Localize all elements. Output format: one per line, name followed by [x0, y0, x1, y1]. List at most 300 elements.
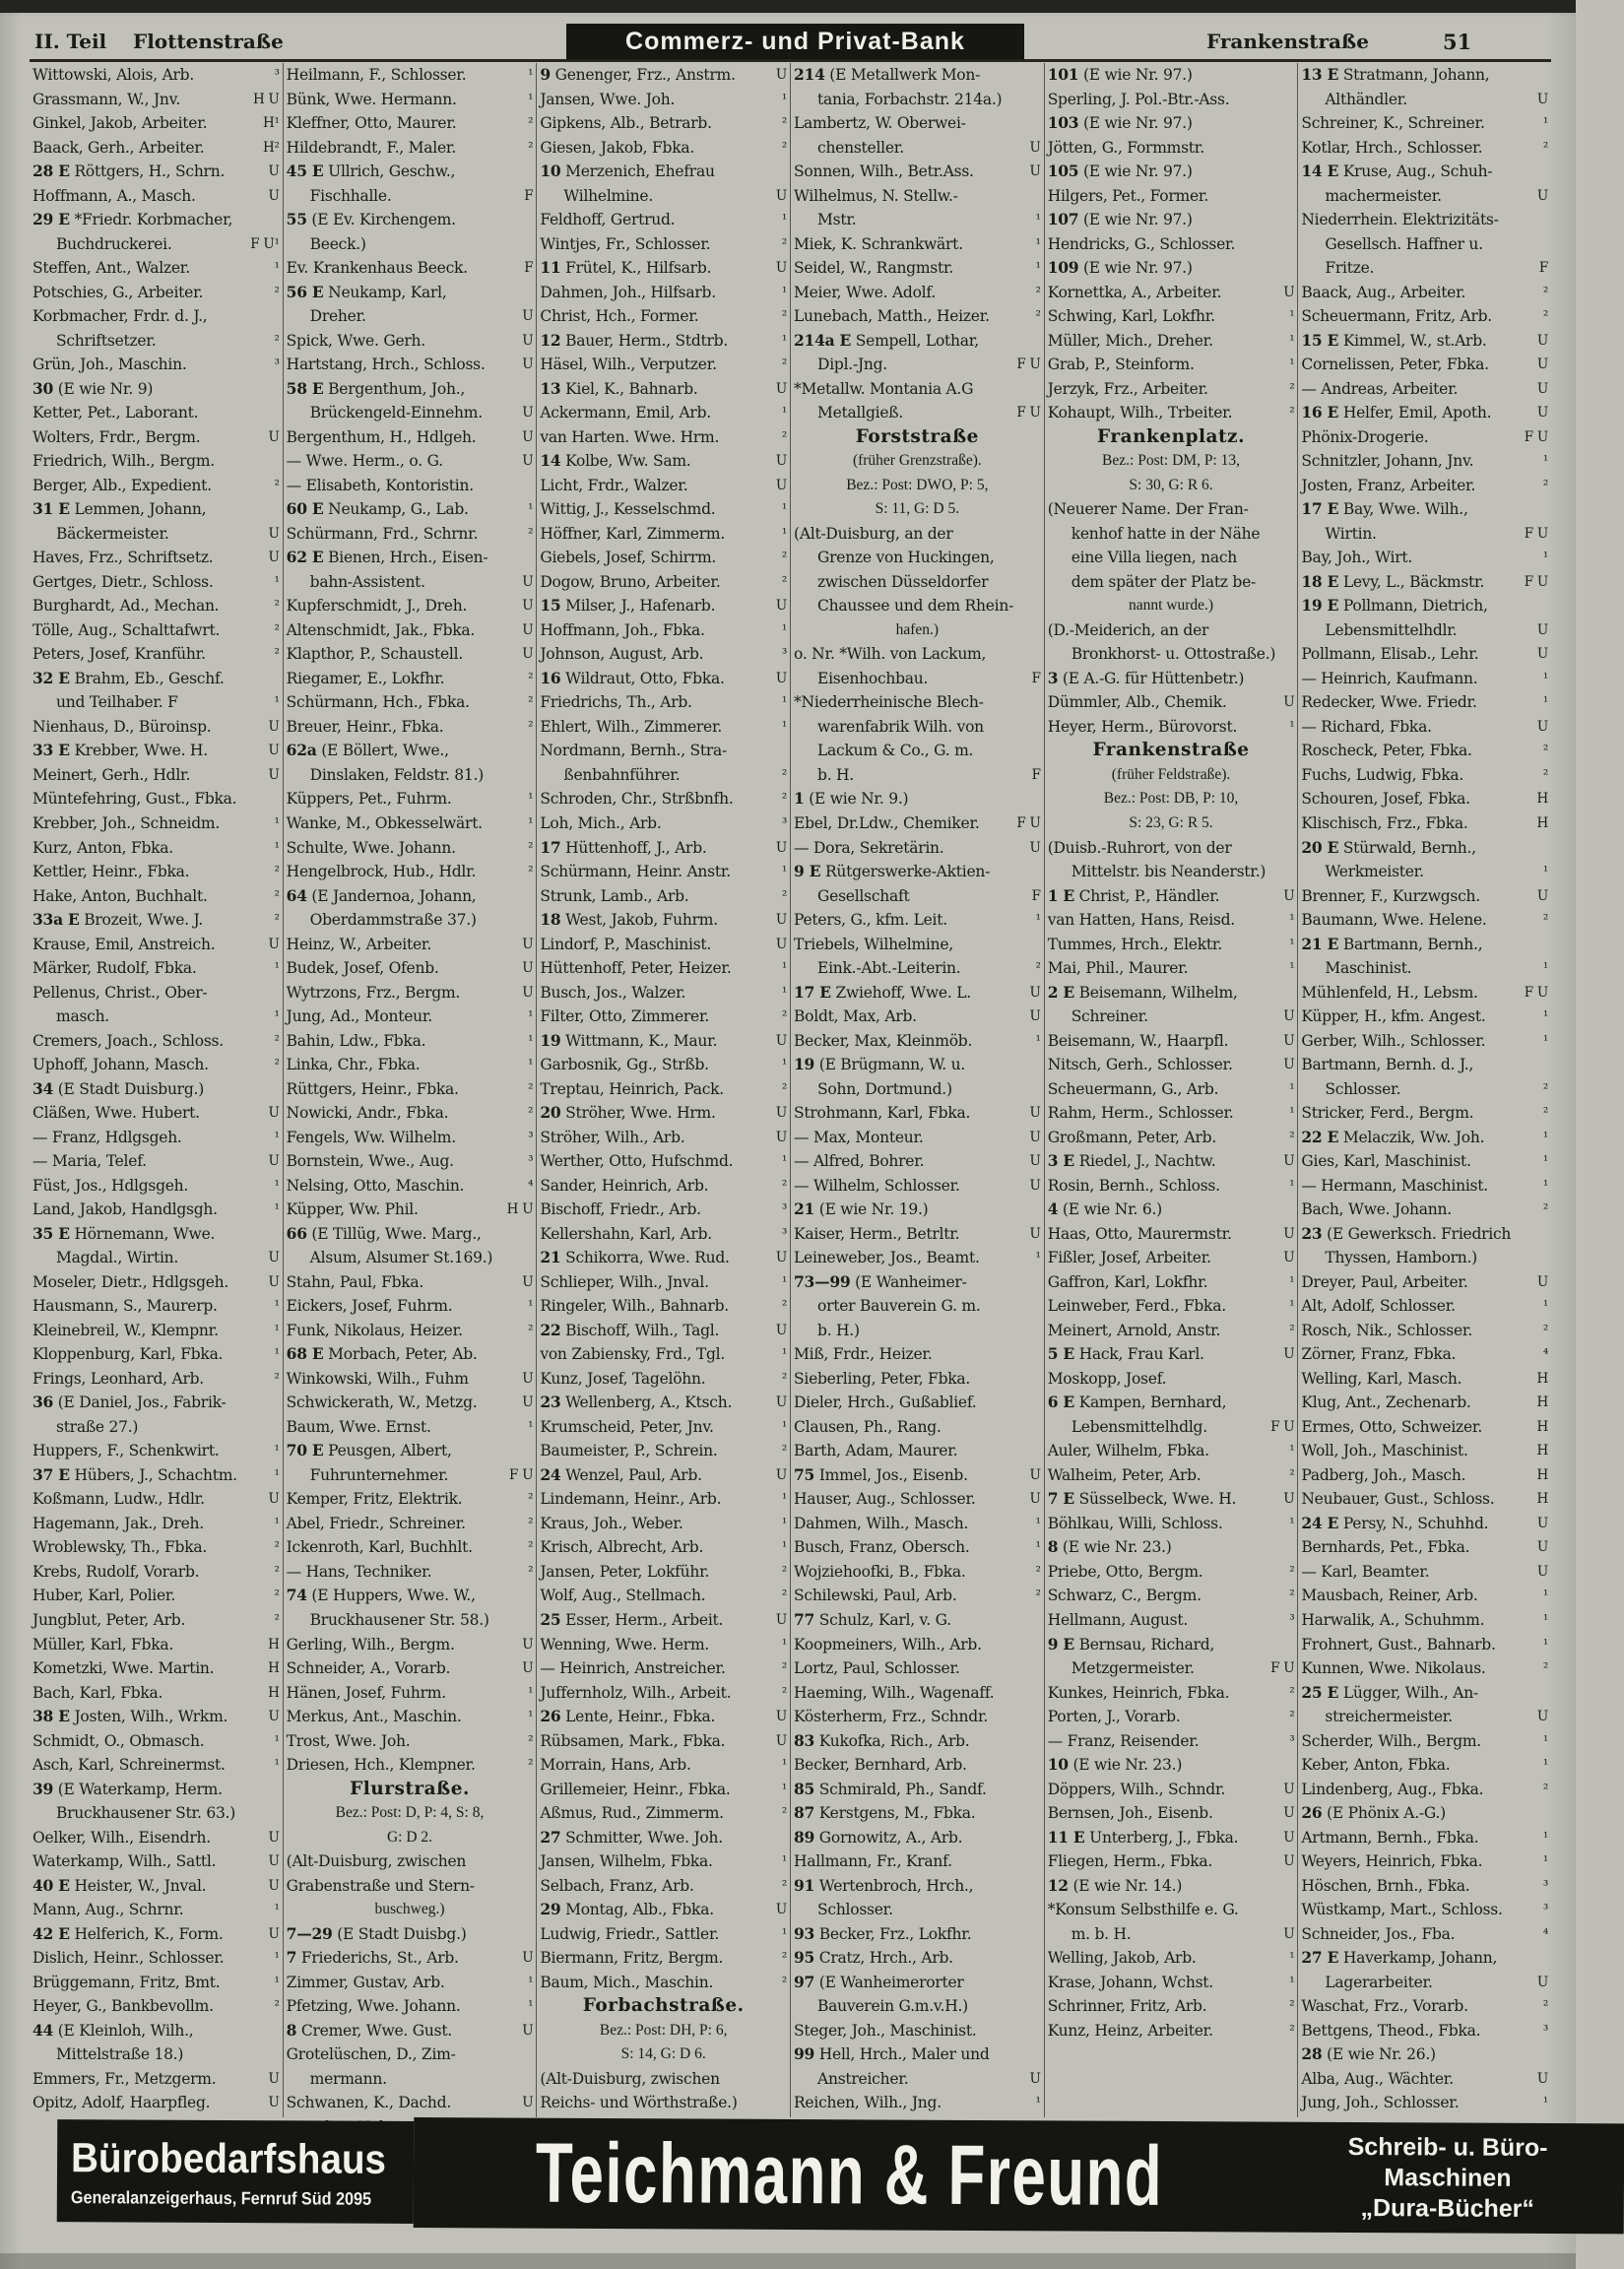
directory-line: 16 E Helfer, Emil, Apoth. U	[1301, 403, 1549, 422]
running-head-left-street: Flottenstraße	[133, 30, 284, 53]
directory-line: Moseler, Dietr., Hdlgsgeh. U	[32, 1272, 280, 1291]
street-info-line: (früher Feldstraße).	[1111, 765, 1231, 783]
directory-line: Bruckhausener Str. 63.)	[56, 1804, 236, 1823]
directory-line: bahn-Assistent. U	[309, 572, 534, 591]
directory-line: Hoffmann, Joh., Fbka. ¹	[540, 620, 788, 639]
directory-line: 21 Schikorra, Wwe. Rud. U	[540, 1248, 788, 1267]
directory-line: Hagemann, Jak., Dreh. ¹	[32, 1514, 280, 1532]
directory-line: Kunz, Heinz, Arbeiter. ²	[1047, 2021, 1295, 2040]
directory-line: Schneider, Jos., Fba. ⁴	[1301, 1924, 1549, 1943]
directory-line: — Heinrich, Kaufmann. ¹	[1301, 669, 1549, 687]
directory-line: Morrain, Hans, Arb. ¹	[540, 1756, 788, 1775]
directory-line: streichermeister. U	[1325, 1708, 1549, 1726]
directory-line: Werther, Otto, Hufschmd. ¹	[540, 1152, 788, 1171]
directory-line: Müller, Mich., Dreher. ¹	[1047, 331, 1295, 350]
directory-line: Grotelüschen, D., Zim-	[286, 2045, 456, 2064]
directory-line: 21 (E wie Nr. 19.)	[794, 1199, 929, 1219]
directory-line: — Richard, Fbka. U	[1301, 717, 1549, 736]
directory-line: Gesellsch. Haffner u.	[1325, 234, 1483, 253]
directory-line: 36 (E Daniel, Jos., Fabrik-	[32, 1393, 227, 1412]
directory-line: Becker, Bernhard, Arb.	[794, 1756, 967, 1775]
directory-line: 1 (E wie Nr. 9.)	[794, 789, 909, 809]
directory-line: Schlieper, Wilh., Jnval. ¹	[540, 1272, 788, 1291]
directory-line: 28 (E wie Nr. 26.)	[1301, 2044, 1436, 2064]
directory-line: Ströher, Wilh., Arb. U	[540, 1128, 788, 1146]
directory-line: 103 (E wie Nr. 97.)	[1047, 113, 1193, 133]
directory-line: machermeister. U	[1325, 186, 1549, 205]
directory-line: 73—99 (E Wanheimer-	[794, 1271, 967, 1291]
directory-line: Jansen, Wwe. Joh. ¹	[540, 90, 788, 108]
directory-line: Bauverein G.m.v.H.)	[817, 1997, 968, 2016]
directory-line: Hänen, Josef, Fuhrm. ¹	[286, 1683, 534, 1702]
directory-line: Koopmeiners, Wilh., Arb.	[794, 1635, 982, 1653]
directory-line: Wanke, M., Obkesselwärt. ¹	[286, 813, 534, 832]
directory-line: 22 Bischoff, Wilh., Tagl. U	[540, 1320, 788, 1339]
directory-line: Wirtin. F U	[1325, 524, 1549, 543]
directory-line: (Alt-Duisburg, an der	[794, 524, 953, 543]
directory-line: — Elisabeth, Kontoristin.	[286, 476, 474, 494]
street-info-line: Bez.: Post: DH, P: 6,	[599, 2021, 728, 2039]
directory-line: Gies, Karl, Maschinist. ¹	[1301, 1152, 1549, 1171]
directory-line: Brüggemann, Fritz, Bmt. ¹	[32, 1973, 280, 1991]
directory-line: Brückengeld-Einnehm. U	[309, 404, 534, 422]
directory-line: 27 Schmitter, Wwe. Joh.	[540, 1827, 723, 1847]
directory-line: Phönix-Drogerie. F U	[1301, 427, 1549, 446]
directory-line: 58 E Bergenthum, Joh.,	[286, 378, 466, 398]
directory-line: Schwanen, K., Dachd. U	[286, 2094, 534, 2112]
directory-line: Baack, Aug., Arbeiter. ²	[1301, 283, 1549, 301]
directory-line: Bruckhausener Str. 58.)	[309, 1611, 489, 1629]
directory-line: 19 (E Brügmann, W. u.	[794, 1055, 966, 1074]
directory-line: Schwing, Karl, Lokfhr. ¹	[1047, 307, 1295, 326]
directory-line: 42 E Helferich, K., Form. U	[32, 1923, 280, 1943]
street-heading: Flurstraße.	[350, 1778, 470, 1799]
directory-line: orter Bauverein G. m.	[817, 1297, 981, 1316]
directory-line: Korbmacher, Frdr. d. J.,	[32, 307, 208, 326]
directory-line: Land, Jakob, Handlgsgh. ¹	[32, 1200, 280, 1219]
directory-line: Strunk, Lamb., Arb. ²	[540, 886, 788, 905]
directory-line: 33 E Krebber, Wwe. H. U	[32, 741, 280, 760]
directory-line: Schürmann, Hch., Fbka. ²	[286, 693, 534, 712]
directory-line: 107 (E wie Nr. 97.)	[1047, 210, 1193, 229]
directory-line: Ickenroth, Karl, Buchhlt. ²	[286, 1538, 534, 1557]
directory-line: Zimmer, Gustav, Arb. ¹	[286, 1973, 534, 1991]
directory-line: Auler, Wilhelm, Fbka. ¹	[1047, 1442, 1295, 1460]
directory-line: Grenze von Huckingen,	[817, 549, 995, 567]
directory-line: Pollmann, Elisab., Lehr. U	[1301, 645, 1549, 664]
directory-line: Schmidt, O., Obmasch. ¹	[32, 1731, 280, 1750]
street-heading: Frankenstraße	[1092, 740, 1250, 761]
directory-line: Peters, Josef, Kranführ. ²	[32, 645, 280, 664]
directory-line: Emmers, Fr., Metzgerm. U	[32, 2069, 280, 2088]
directory-line: Schriftsetzer. ²	[56, 331, 280, 350]
directory-line: warenfabrik Wilh. von	[817, 717, 984, 736]
directory-line: Kunz, Josef, Tagelöhn. ²	[540, 1369, 788, 1388]
directory-line: Maschinist. ¹	[1325, 959, 1549, 978]
directory-line: Hoffmann, A., Masch. U	[32, 186, 280, 205]
bank-advertisement-banner: Commerz- und Privat-Bank	[566, 24, 1024, 59]
directory-line: Frings, Leonhard, Arb. ²	[32, 1369, 280, 1388]
directory-line: Ebel, Dr.Ldw., Chemiker. F U	[794, 813, 1041, 832]
directory-line: Kupferschmidt, J., Dreh. U	[286, 597, 534, 616]
directory-line: 97 (E Wanheimerorter	[794, 1972, 964, 1991]
directory-column-2	[283, 63, 537, 2117]
directory-line: van Harten. Wwe. Hrm. ²	[540, 427, 788, 446]
directory-line: 19 Wittmann, K., Maur. U	[540, 1030, 788, 1050]
directory-line: Rahm, Herm., Schlosser. ¹	[1047, 1104, 1295, 1123]
directory-line: — Wilhelm, Schlosser. U	[794, 1176, 1041, 1195]
directory-line: Priebe, Otto, Bergm. ²	[1047, 1562, 1295, 1581]
directory-line: Bornstein, Wwe., Aug. ³	[286, 1152, 534, 1171]
directory-line: 12 Bauer, Herm., Stdtrb. ¹	[540, 330, 788, 350]
directory-line: Mausbach, Reiner, Arb. ¹	[1301, 1587, 1549, 1605]
directory-line: 20 Ströher, Wwe. Hrm. U	[540, 1103, 788, 1123]
directory-line: — Max, Monteur. U	[794, 1128, 1041, 1146]
directory-line: 27 E Haverkamp, Johann,	[1301, 1948, 1498, 1968]
directory-line: Nelsing, Otto, Maschin. ⁴	[286, 1176, 534, 1195]
directory-line: 33a E Brozeit, Wwe. J. ²	[32, 910, 280, 930]
directory-line: Dieler, Hrch., Gußablief.	[794, 1394, 977, 1412]
directory-line: b. H.)	[817, 1321, 860, 1339]
directory-line: Bay, Joh., Wirt. ¹	[1301, 549, 1549, 567]
directory-line: 37 E Hübers, J., Schachtm. ¹	[32, 1464, 280, 1484]
directory-line: von Zabiensky, Frd., Tgl. ¹	[540, 1345, 788, 1364]
directory-line: Gesellschaft F	[817, 886, 1041, 905]
directory-line: Gerling, Wilh., Bergm. U	[286, 1635, 534, 1653]
directory-line: Bartmann, Bernh. d. J.,	[1301, 1056, 1474, 1074]
directory-line: Zörner, Franz, Fbka. ⁴	[1301, 1345, 1549, 1364]
directory-line: Alt, Adolf, Schlosser. ¹	[1301, 1297, 1549, 1316]
directory-line: Althändler. U	[1325, 90, 1549, 108]
directory-column-5	[1044, 63, 1298, 2117]
directory-line: Abel, Friedr., Schreiner. ²	[286, 1514, 534, 1532]
directory-line: 68 E Morbach, Peter, Ab.	[286, 1344, 478, 1364]
street-info-line: nannt wurde.)	[1128, 597, 1214, 615]
directory-line: Padberg, Joh., Masch. H	[1301, 1465, 1549, 1484]
directory-line: Beeck.)	[309, 234, 366, 253]
directory-line: — Dora, Sekretärin. U	[794, 838, 1041, 857]
directory-line: Ringeler, Wilh., Bahnarb. ²	[540, 1297, 788, 1316]
street-heading: Frankenplatz.	[1097, 425, 1246, 447]
directory-line: — Alfred, Bohrer. U	[794, 1152, 1041, 1171]
directory-line: 26 Lente, Heinr., Fbka. U	[540, 1707, 788, 1726]
directory-line: Eickers, Josef, Fuhrm. ¹	[286, 1297, 534, 1316]
directory-line: 85 Schmirald, Ph., Sandf.	[794, 1779, 987, 1798]
directory-line: b. H. F	[817, 765, 1041, 784]
directory-line: 32 E Brahm, Eb., Geschf.	[32, 668, 225, 687]
directory-line: — Franz, Hdlgsgeh. ¹	[32, 1128, 280, 1146]
directory-line: Harwalik, A., Schuhmm. ¹	[1301, 1611, 1549, 1629]
directory-line: Dümmler, Alb., Chemik. U	[1047, 693, 1295, 712]
ad-company-name: Teichmann & Freund	[535, 2125, 1164, 2224]
directory-line: 11 E Unterberg, J., Fbka. U	[1047, 1827, 1295, 1847]
directory-line: *Konsum Selbsthilfe e. G.	[1047, 1901, 1239, 1919]
directory-line: Lortz, Paul, Schlosser.	[794, 1659, 960, 1678]
directory-line: Hüttenhoff, Peter, Heizer. ¹	[540, 959, 788, 978]
directory-line: Winkowski, Wilh., Fuhm U	[286, 1369, 534, 1388]
directory-line: Bünk, Wwe. Hermann. ¹	[286, 90, 534, 108]
scan-edge-top	[0, 0, 1576, 13]
directory-line: Wojziehoofki, B., Fbka. ²	[794, 1562, 1041, 1581]
ad-product-line: „Dura-Bücher“	[1360, 2193, 1535, 2223]
directory-line: Lindenberg, Aug., Fbka. ²	[1301, 1780, 1549, 1798]
directory-line: Stricker, Ferd., Bergm. ²	[1301, 1104, 1549, 1123]
directory-line: Bach, Karl, Fbka. H	[32, 1683, 280, 1702]
street-info-line: Bez.: Post: D, P: 4, S: 8,	[335, 1804, 485, 1822]
directory-line: Schnitzler, Johann, Jnv. ¹	[1301, 452, 1549, 471]
directory-line: Grabenstraße und Stern-	[286, 1876, 475, 1895]
directory-line: Funk, Nikolaus, Heizer. ²	[286, 1321, 534, 1339]
directory-line: Grassmann, W., Jnv. H U	[32, 90, 280, 108]
directory-line: Sonnen, Wilh., Betr.Ass. U	[794, 162, 1041, 181]
directory-line: Haas, Otto, Maurermstr. U	[1047, 1224, 1295, 1243]
directory-line: Lambertz, W. Oberwei-	[794, 114, 966, 133]
directory-line: Mittelstraße 18.)	[56, 2045, 184, 2064]
directory-line: 91 Wertenbroch, Hrch.,	[794, 1875, 974, 1895]
directory-line: Schürmann, Heinr. Anstr. ¹	[540, 863, 788, 881]
ad-store-address: Generalanzeigerhaus, Fernruf Süd 2095	[70, 2186, 372, 2209]
directory-line: Treptau, Heinrich, Pack. ²	[540, 1079, 788, 1098]
directory-line: Cornelissen, Peter, Fbka. U	[1301, 356, 1549, 374]
directory-line: Bernsen, Joh., Eisenb. U	[1047, 1804, 1295, 1823]
directory-line: Klapthor, P., Schaustell. U	[286, 645, 534, 664]
directory-line: Kellershahn, Karl, Arb. ³	[540, 1224, 788, 1243]
directory-line: 74 (E Huppers, Wwe. W.,	[286, 1586, 476, 1605]
directory-line: Jansen, Wilhelm, Fbka. ¹	[540, 1852, 788, 1871]
directory-line: 3 E Riedel, J., Nachtw. U	[1047, 1151, 1295, 1171]
street-info-line: Bez.: Post: DB, P: 10,	[1103, 790, 1239, 808]
directory-line: Metallgieß. F U	[817, 404, 1041, 422]
directory-line: 40 E Heister, W., Jnval. U	[32, 1875, 280, 1895]
street-info-line: S: 23, G: R 5.	[1129, 813, 1213, 831]
directory-line: Frohnert, Gust., Bahnarb. ¹	[1301, 1635, 1549, 1653]
directory-line: Nienhaus, D., Büroinsp. U	[32, 717, 280, 736]
directory-line: 93 Becker, Frz., Lokfhr.	[794, 1923, 972, 1943]
directory-line: Stahn, Paul, Fbka. U	[286, 1272, 534, 1291]
directory-column-4	[790, 63, 1044, 2117]
directory-line: Mai, Phil., Maurer. ¹	[1047, 959, 1295, 978]
directory-line: Seidel, W., Rangmstr. ¹	[794, 259, 1041, 278]
directory-line: Metzgermeister. F U	[1071, 1659, 1295, 1678]
directory-line: Bronkhorst- u. Ottostraße.)	[1071, 645, 1276, 664]
directory-line: 8 Cremer, Wwe. Gust. U	[286, 2020, 534, 2040]
directory-line: Keber, Anton, Fbka. ¹	[1301, 1756, 1549, 1775]
directory-line: Dreyer, Paul, Arbeiter. U	[1301, 1272, 1549, 1291]
directory-line: Walheim, Peter, Arb. ²	[1047, 1465, 1295, 1484]
directory-line: 89 Gornowitz, A., Arb.	[794, 1827, 963, 1847]
directory-line: Scheuermann, Fritz, Arb. ²	[1301, 307, 1549, 326]
directory-line: Müntefehring, Gust., Fbka.	[32, 790, 237, 809]
directory-line: Friedrichs, Th., Arb. ¹	[540, 693, 788, 712]
directory-line: Eisenhochbau. F	[817, 669, 1041, 687]
directory-line: Baumann, Wwe. Helene. ²	[1301, 911, 1549, 930]
directory-line: Dislich, Heinr., Schlosser. ¹	[32, 1949, 280, 1968]
page-number: 51	[1443, 30, 1472, 54]
directory-line: Aßmus, Rud., Zimmerm. ²	[540, 1804, 788, 1823]
directory-line: straße 27.)	[56, 1417, 139, 1436]
directory-line: Schreiner, K., Schreiner. ¹	[1301, 114, 1549, 133]
directory-line: *Metallw. Montania A.G	[794, 379, 974, 398]
directory-line: kenhof hatte in der Nähe	[1071, 524, 1261, 543]
directory-line: Leineweber, Jos., Beamt. ¹	[794, 1249, 1041, 1267]
directory-line: Clausen, Ph., Rang.	[794, 1417, 942, 1436]
directory-line: Wintjes, Fr., Schlosser. ²	[540, 234, 788, 253]
directory-line: 87 Kerstgens, M., Fbka.	[794, 1803, 976, 1823]
directory-line: Höschen, Brnh., Fbka. ³	[1301, 1876, 1549, 1895]
directory-line: Lunebach, Matth., Heizer. ²	[794, 307, 1041, 326]
directory-line: Lagerarbeiter. U	[1325, 1973, 1549, 1991]
directory-line: 77 Schulz, Karl, v. G.	[794, 1610, 951, 1629]
directory-line: Krebs, Rudolf, Vorarb. ²	[32, 1562, 280, 1581]
directory-line: Moskopp, Josef.	[1047, 1369, 1167, 1388]
directory-line: Rübsamen, Mark., Fbka. U	[540, 1731, 788, 1750]
directory-line: 38 E Josten, Wilh., Wrkm. U	[32, 1707, 280, 1726]
directory-line: 17 E Bay, Wwe. Wilh.,	[1301, 499, 1468, 519]
directory-line: Barth, Adam, Maurer.	[794, 1442, 958, 1460]
directory-line: Spick, Wwe. Gerh. U	[286, 331, 534, 350]
directory-line: Baum, Mich., Maschin. ²	[540, 1973, 788, 1991]
street-info-line: G: D 2.	[386, 1828, 433, 1846]
directory-line: Haves, Frz., Schriftsetz. U	[32, 549, 280, 567]
directory-line: Nowicki, Andr., Fbka. ²	[286, 1104, 534, 1123]
directory-line: Magdal., Wirtin. U	[56, 1249, 280, 1267]
directory-line: Busch, Franz, Obersch. ¹	[794, 1538, 1041, 1557]
directory-line: Artmann, Bernh., Fbka. ¹	[1301, 1828, 1549, 1847]
directory-line: 75 Immel, Jos., Eisenb. U	[794, 1464, 1041, 1484]
directory-line: Baum, Wwe. Ernst. ¹	[286, 1417, 534, 1436]
directory-line: Feldhoff, Gertrud. ¹	[540, 211, 788, 229]
directory-line: Thyssen, Hamborn.)	[1325, 1249, 1477, 1267]
footer-advertisement	[57, 2115, 1548, 2234]
directory-line: Dreher. U	[309, 307, 534, 326]
directory-line: — Hermann, Maschinist. ¹	[1301, 1176, 1549, 1195]
directory-line: 13 E Stratmann, Johann,	[1301, 65, 1490, 84]
directory-line: 8 (E wie Nr. 23.)	[1047, 1537, 1172, 1557]
directory-line: Riegamer, E., Lokfhr. ²	[286, 669, 534, 687]
directory-line: Kaiser, Herm., Betrltr. U	[794, 1224, 1041, 1243]
directory-line: 60 E Neukamp, G., Lab. ¹	[286, 499, 534, 519]
header-rule	[30, 59, 1551, 62]
directory-line: Tölle, Aug., Schalttafwrt. ²	[32, 620, 280, 639]
directory-line: Wüstkamp, Mart., Schloss. ³	[1301, 1901, 1549, 1919]
directory-line: 45 E Ullrich, Geschw.,	[286, 162, 456, 181]
directory-line: (D.-Meiderich, an der	[1047, 620, 1209, 639]
directory-line: Fritze. F	[1325, 259, 1549, 278]
directory-line: Bach, Wwe. Johann. ²	[1301, 1200, 1549, 1219]
directory-line: Hausmann, S., Maurerp. ¹	[32, 1297, 280, 1316]
directory-line: 15 E Kimmel, W., st.Arb. U	[1301, 330, 1549, 350]
directory-line: Kornettka, A., Arbeiter. U	[1047, 283, 1295, 301]
directory-line: Wolters, Frdr., Bergm. U	[32, 427, 280, 446]
directory-line: Wenning, Wwe. Herm. ¹	[540, 1635, 788, 1653]
directory-line: Rosin, Bernh., Schloss. ¹	[1047, 1176, 1295, 1195]
directory-line: Alba, Aug., Wächter. U	[1301, 2069, 1549, 2088]
directory-line: Bischoff, Friedr., Arb. ³	[540, 1200, 788, 1219]
directory-line: Miek, K. Schrankwärt. ¹	[794, 234, 1041, 253]
directory-line: Kemper, Fritz, Elektrik. ²	[286, 1490, 534, 1509]
directory-line: Oberdammstraße 37.)	[309, 911, 477, 930]
directory-line: Gerber, Wilh., Schlosser. ¹	[1301, 1031, 1549, 1050]
ad-product-line: Schreib- u. Büro-	[1347, 2132, 1548, 2162]
directory-line: Licht, Frdr., Walzer. U	[540, 476, 788, 494]
directory-line: Redecker, Wwe. Friedr. ¹	[1301, 693, 1549, 712]
street-heading: Forbachstraße.	[582, 1995, 745, 2017]
directory-line: Oelker, Wilh., Eisendrh. U	[32, 1828, 280, 1847]
directory-line: 28 E Röttgers, H., Schrn. U	[32, 162, 280, 181]
directory-line: Müller, Karl, Fbka. H	[32, 1635, 280, 1653]
directory-line: 2 E Beisemann, Wilhelm,	[1047, 982, 1238, 1002]
directory-line: Döppers, Wilh., Schndr. U	[1047, 1780, 1295, 1798]
directory-line: und Teilhaber. F ¹	[56, 693, 280, 712]
directory-line: van Hatten, Hans, Reisd. ¹	[1047, 911, 1295, 930]
directory-line: mermann.	[309, 2069, 387, 2088]
directory-line: Juffernholz, Wilh., Arbeit. ²	[540, 1683, 788, 1702]
directory-line: 7—29 (E Stadt Duisbg.)	[286, 1923, 467, 1943]
street-info-line: Bez.: Post: DM, P: 13,	[1102, 452, 1240, 470]
directory-line: 25 E Lügger, Wilh., An-	[1301, 1682, 1478, 1702]
directory-line: 101 (E wie Nr. 97.)	[1047, 65, 1193, 84]
directory-line: 44 (E Kleinloh, Wilh.,	[32, 2020, 194, 2040]
directory-line: 18 West, Jakob, Fuhrm. U	[540, 910, 788, 930]
directory-line: Beisemann, W., Haarpfl. U	[1047, 1031, 1295, 1050]
directory-line: Triebels, Wilhelmine,	[794, 935, 953, 953]
directory-line: Haeming, Wilh., Wagenaff.	[794, 1683, 995, 1702]
directory-line: o. Nr. *Wilh. von Lackum,	[794, 645, 987, 664]
directory-line: Budek, Josef, Ofenb. U	[286, 959, 534, 978]
page-header	[30, 28, 1551, 57]
directory-line: Giesen, Jakob, Fbka. ²	[540, 138, 788, 157]
directory-line: Scheuermann, G., Arb. ¹	[1047, 1079, 1295, 1098]
directory-line: Krause, Emil, Anstreich. U	[32, 935, 280, 953]
directory-line: *Niederrheinische Blech-	[794, 693, 984, 712]
directory-line: Wroblewsky, Th., Fbka. ²	[32, 1538, 280, 1557]
directory-line: Hilgers, Pet., Former.	[1047, 186, 1208, 205]
directory-line: 13 Kiel, K., Bahnarb. U	[540, 378, 788, 398]
directory-line: Josten, Franz, Arbeiter. ²	[1301, 476, 1549, 494]
directory-line: 66 (E Tillüg, Wwe. Marg.,	[286, 1223, 482, 1243]
directory-line: Heilmann, F., Schlosser. ¹	[286, 66, 534, 84]
directory-line: Fuhrunternehmer. F U	[309, 1465, 534, 1484]
directory-line: Jung, Joh., Schlosser. ¹	[1301, 2094, 1549, 2112]
directory-line: Jung, Ad., Monteur. ¹	[286, 1007, 534, 1026]
directory-line: Welling, Karl, Masch. H	[1301, 1369, 1549, 1388]
directory-line: 5 E Hack, Frau Karl. U	[1047, 1344, 1295, 1364]
directory-line: 30 (E wie Nr. 9)	[32, 378, 154, 398]
directory-line: 26 (E Phönix A.-G.)	[1301, 1803, 1446, 1823]
directory-line: 109 (E wie Nr. 97.)	[1047, 258, 1193, 278]
directory-line: Steffen, Ant., Walzer. ¹	[32, 259, 280, 278]
directory-line: Heinz, W., Arbeiter. U	[286, 935, 534, 953]
directory-line: Hellmann, August. ³	[1047, 1611, 1295, 1629]
directory-line: Chaussee und dem Rhein-	[817, 597, 1014, 616]
directory-line: Meinert, Gerh., Hdlr. U	[32, 765, 280, 784]
directory-line: 70 E Peusgen, Albert,	[286, 1441, 452, 1460]
directory-line: Schwickerath, W., Metzg. U	[286, 1394, 534, 1412]
directory-line: 55 (E Ev. Kirchengem.	[286, 210, 456, 229]
directory-line: (Alt-Duisburg, zwischen	[540, 2069, 720, 2088]
section-label: II. Teil	[34, 30, 107, 53]
directory-line: Häsel, Wilh., Verputzer. ²	[540, 356, 788, 374]
directory-line: — Heinrich, Anstreicher. ²	[540, 1659, 788, 1678]
directory-line: Küpper, H., kfm. Angest. ¹	[1301, 1007, 1549, 1026]
directory-line: Christ, Hch., Former. ²	[540, 307, 788, 326]
directory-line: 34 (E Stadt Duisburg.)	[32, 1078, 204, 1098]
directory-column-6	[1297, 63, 1551, 2117]
directory-line: 39 (E Waterkamp, Herm.	[32, 1779, 223, 1798]
directory-line: Alsum, Alsumer St.169.)	[309, 1249, 493, 1267]
directory-line: Meinert, Arnold, Anstr. ²	[1047, 1321, 1295, 1339]
directory-line: Sander, Heinrich, Arb. ²	[540, 1176, 788, 1195]
